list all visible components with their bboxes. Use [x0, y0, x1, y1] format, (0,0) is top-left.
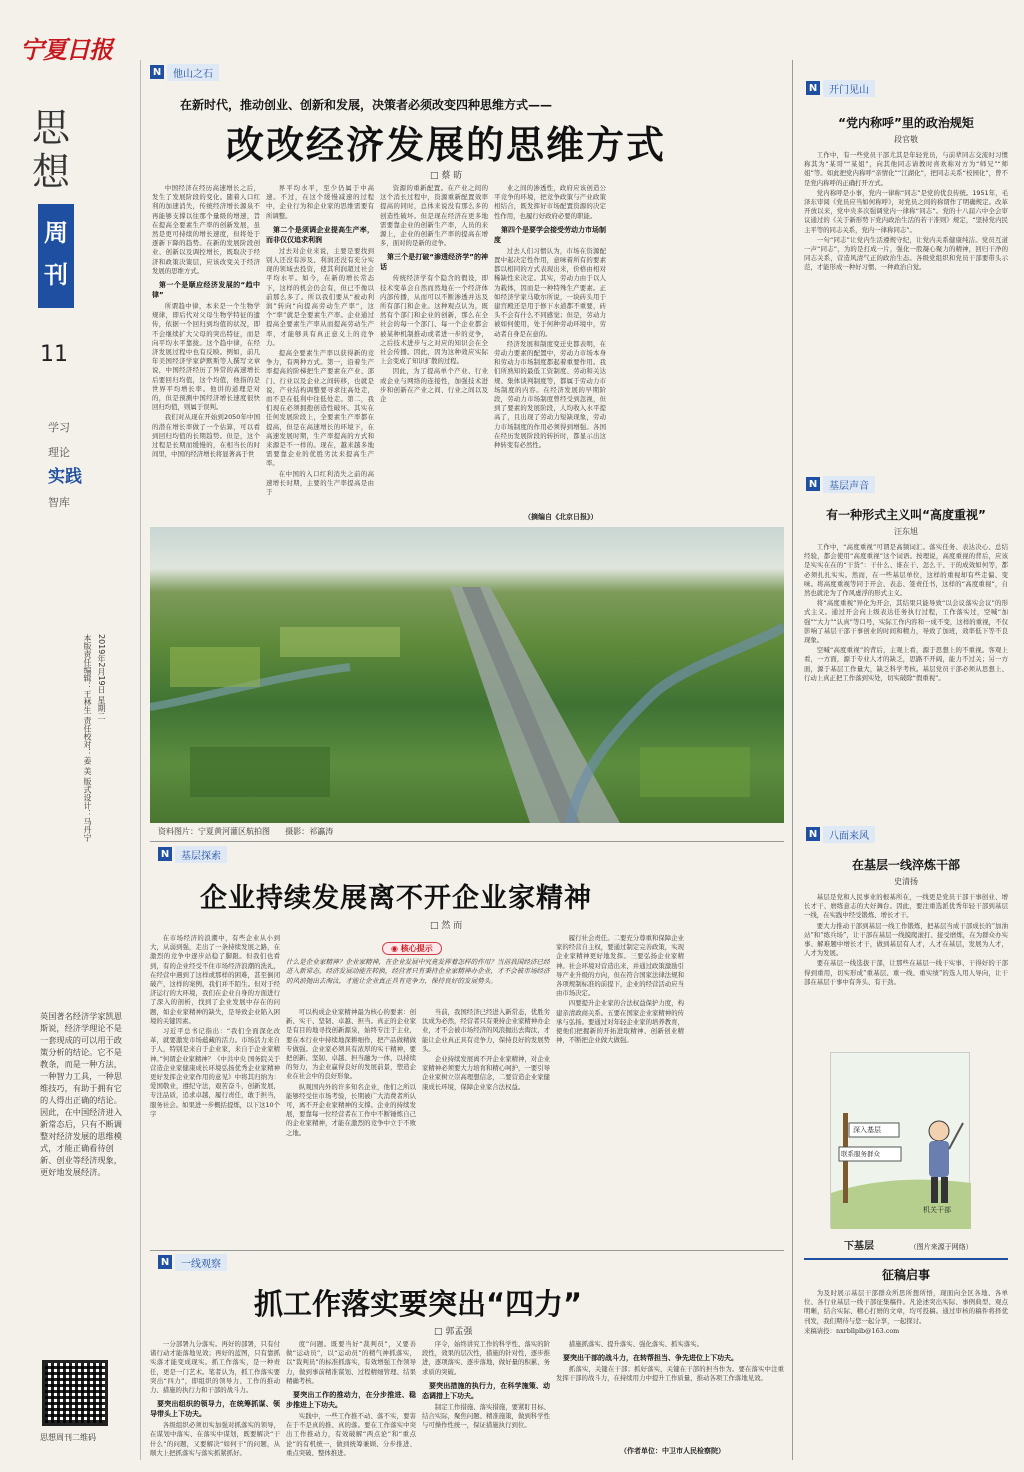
article1-col2-subhead: 第二个是须调企业提高生产率，而非仅仅追求利润 — [266, 225, 374, 244]
photo-photographer: 摄影：祁瀛涛 — [285, 827, 334, 836]
article1-col2-p4: 在中国的入口红利消失之前的高速增长时期，主要的生产率提高是由于 — [266, 469, 374, 497]
article3-col4 — [556, 1340, 784, 1446]
right-article2-p3: 空喊“高度重视”的背后，主观上看，源于思想上的不重视。客观上看，一方面，源于专业人才的缺乏，思路不开阔，能力不过关；另一方面，源于基层工作量大，缺乏科学考核。基层党员干部必须从思想上、行动上真正把工作落到实处，切实破除“假重视”。 — [804, 646, 1008, 682]
photo-caption-text: 资料图片：宁夏黄河灌区航拍图 — [158, 827, 270, 836]
tag-theory: 理论 — [48, 446, 70, 459]
cartoon-sign-1: 深入基层 — [853, 1126, 881, 1134]
right-article1 — [804, 114, 1008, 412]
article2-col4-p1: 履行社会责任。二要充分尊重和保障企业家的经营自主权，要通过制定完善政策，实现企业家精神更好地发挥。三要弘扬企业家精神。社会环境对营造出来，并通过政策激励引导产业升级的方向，但在符合国家法律法规和各项规制标准的前提下，企业的经营活动应当由市场决定。 — [556, 934, 684, 998]
photo-caption — [158, 826, 333, 837]
weekly-char-1: 周 — [44, 219, 68, 247]
article2-col4 — [556, 934, 684, 1246]
right-article2-title: 有一种形式主义叫“高度重视” — [826, 508, 986, 522]
n-logo-icon-5: N — [806, 477, 820, 491]
article3-col3-subhead: 要突出措施的执行力，在科学施策、动态调措上下功夫。 — [422, 1381, 550, 1400]
article2-col1-p1: 在市场经济的浪潮中，有些企业从小到大，从弱到强，走出了一条持续发展之路，在激烈的竞争中逐步站稳了脚跟。但我们也看到，有的企业经受不住市场经济浪潮的洗礼，在经营中遇到了这样或那样的困难，甚至倒闭破产，这样的案例，我们并不陌生。但对于经济运行的大环境，我们在企业自身的方面进行了深入的剖析，找到了企业发展中存在的问题，如企业家精神的缺失，是导致企业陷入困境的关键因素。 — [150, 934, 280, 1025]
cartoon-sign-2: 联系服务群众 — [841, 1150, 880, 1158]
key-points-label-wrap — [382, 942, 442, 955]
cartoon-illustration — [830, 1052, 970, 1228]
article3-col4-subhead: 要突出干部的战斗力，在转帮担当、争先进位上下功夫。 — [563, 1354, 738, 1363]
article1-col2-p2: 过去对企业来说，主要是要找到别人还没有涉及、利润还没有充分实现的领域去投资，使其利润超过社会平均水平。如今，在新的增长常态下，这样的机会仍会有，但已不像以前那么多了。所以我们要从“被动利润”转向“向提高劳动生产率”，这个“率”就是全要素生产率。企业通过提高全要素生产率从而提高劳动生产率，才能够具有真正意义上的竞争力。 — [266, 246, 374, 347]
article1-col2-p1: 界平均水平，至少仍属于中高速。不过，在这个缓慢减速的过程中，企业行为和企业家的思维需要有所调整。 — [266, 184, 374, 220]
article3-col1-p1: 一分部署九分落实。再好的部署，只有付诸行动才能落地见效；再好的蓝图，只有靠抓实落才能变成现实。抓工作落实，是一种责任，更是一门艺术。笔者认为，抓工作落实要突出“四力”，即组织的领导力、工作的推动力、措施的执行力和干部的战斗力。 — [150, 1340, 280, 1395]
article3-byline: □ 郭孟强 — [434, 1327, 473, 1337]
article3-col3 — [422, 1340, 550, 1458]
key-point-icon: ◉ — [391, 944, 401, 953]
article2-col2-p2: 纵观国内外的许多知名企业，他们之所以能够经受住市场考验，长期被广大消费者所认可，离不开企业家精神的支撑。企业的持续发展，要靠每一位经营者在工作中不断锤炼自己的企业家精神，才能在激烈的竞争中立于不败之地。 — [286, 1082, 416, 1137]
right-article1-title: “党内称呼”里的政治规矩 — [838, 116, 974, 130]
article3-col2-subhead: 要突出工作的推动力，在分步推进、稳步推进上下功夫。 — [286, 1391, 416, 1410]
article2-col2 — [286, 1008, 416, 1246]
article1-title: 改改经济发展的思维方式 — [226, 123, 667, 167]
article3-col1-subhead: 要突出组织的领导力，在统筹抓谋、领导带头上下功夫。 — [150, 1400, 280, 1419]
article1-col3-p2: 传统经济学有个隐含的假设，即技术变革会自然而然地在一个经济体内部传播，从而可以不断渗透并达及所有部门和企业。这种观点认为，既然有个部门和企业的创新，那么在全社会的每一个部门、每一个企业都会被某种机制推动或者进一步的竞争，之后技术进步与之对应的知识会在全社会传播。因此，因为这种效应实际上会变成了知识扩散的过程。 — [380, 274, 488, 366]
article2-section-tag — [158, 846, 227, 862]
weekly-char-2: 刊 — [44, 261, 68, 289]
qr-caption: 思想周刊二维码 — [40, 1433, 96, 1442]
right-article1-p3: 一句“同志”让党内生活遵规守纪，让党内关系健康纯洁。党员互道一声“同志”，为的是打成一片，强化一股凝心聚力的精神，回归干净的同志关系，营造风清气正的政治生态。各级党组织和党员干部要带头示范，才能形成一种好习惯、一种政治自觉。 — [804, 235, 1008, 272]
right-section3-label: 八面来风 — [823, 826, 875, 843]
article1-col4-p3: 经济发展和制度变迁史都表明，在劳动力要素的配置中，劳动力市场本身和劳动力市场制度都起着重要作用。我们所熟知的最低工资制度、劳动和关达规、集体谈判制度等，都属于劳动力市场制度的内容。在经济发展的早期阶段，劳动力市场制度曾经受到忽视，但到了要素的发展阶段，人均收入水平提高了，且出现了劳动力短缺现象，劳动力市场制度的作用必须得到增强。各国在经历发展阶段的转折时，都显示出这种转变有必然性。 — [494, 339, 606, 450]
article2-col3-p1: 当前，我国经济已经进入新常态，优胜劣汰成为必然，经营者只有秉持企业家精神办企业，才不会被市场经济的风浪抛出去淘汰，才能让企业真正具有竞争力，保持良好的发展势头。 — [422, 1008, 550, 1053]
right-col-divider — [792, 60, 793, 1460]
article1-section-tag — [150, 64, 219, 80]
article2-top-rule — [150, 841, 784, 842]
right-article1-author: 段官敬 — [894, 135, 918, 144]
article1-col3-p3: 因此，为了提高单个产业、行业或企业与网络的连接性，加强技术进步和创新在产业之间、行业之间以及企 — [380, 367, 488, 404]
key-points-text: 什么是企业家精神？企业家精神，在企业发展中究竟发挥着怎样的作用？当前我国经济已经进入新常态，经济发展动能在转换，经营者只有秉持企业家精神办企业，才不会被市场经济的风浪抛出去淘汰，才能让企业真正具有竞争力，保持良好的发展势头。 — [286, 958, 550, 985]
right-section1-label: 开门见山 — [823, 80, 875, 97]
right-section1-tag — [806, 80, 875, 96]
tag-thinktank: 智库 — [48, 496, 70, 509]
article1-kicker: 在新时代，推动创业、创新和发展，决策者必须改变四种思维方式—— — [180, 98, 553, 112]
article1-col1 — [152, 184, 260, 522]
article1-col4 — [494, 184, 606, 522]
article2-section-label: 基层探索 — [175, 846, 227, 863]
section-big-title — [32, 106, 70, 194]
article1-col2-p3: 提高全要素生产率以获得新的竞争力，有两种方式。第一，沿着生产率提高的阶梯把生产要素在产业、部门、行业以及企业之间转移，也就是说，产业结构调整要寻求往高处走，而不是在低利中往低处走。第二，我们现在必须拥抱创造性破坏。其实在任何发展阶段上，全要素生产率都在提高，但是在高速增长的环境下，在高速发展时期，生产率提高的方式和来源是不一样的。现在，越来越多地需要靠企业的优胜劣汰来提高生产率。 — [266, 349, 374, 468]
notice-text: 为及时展示基层干部群众所思所想所悟，现面向全区各地、各单位、各行业基层一线干部征集稿件。凡论述突出实际、事例典型、观点明晰，结合实际、精心打磨的文章，均可投稿。通过审核的稿件将择优刊发，我们期待与您一起分享，一起探讨。 — [804, 1289, 1008, 1325]
cartoon-title: 下基层 — [844, 1241, 874, 1252]
sidebar-divider — [140, 60, 141, 1460]
article3-col2-p1: 度”问题。既要当好“裁判员”，又要善做“运动员”，以“运动员”的精气神抓落实，以“裁判员”的标准抓落实，有效增强工作领导力，做到事前精准谋划、过程精细管理、结果精确考核。 — [286, 1340, 416, 1385]
n-logo-icon-6: N — [806, 827, 820, 841]
article1-col1-p2: 所谓趋中律，本来是一个生物学规律，即后代对父母生物学特征的遗传，依据一个回归到均值的状况，即不会继续扩大父母的突出特征，而是向平均水平靠拢。这个趋中律，在经济发展过程中也有反映。例如，前几年美国经济学家萨默斯等人撰写文章说，中国经济经历了异常的高速增长后要回归均值，这个均值，他指的是世界平均增长率。他讲的道理是对的，但是预测中国经济增长速度很快回归均值，则属于误判。 — [152, 302, 260, 412]
sidebar-tags — [48, 420, 82, 510]
article1-section-label: 他山之石 — [167, 64, 219, 81]
key-points-box — [286, 942, 550, 1002]
article3-title: 抓工作落实要突出“四力” — [254, 1287, 583, 1321]
article1-source: （摘编自《北京日报》） — [524, 513, 598, 521]
right-article1-p1: 工作中，有一些党员干部尤其是年轻党员，与前辈同志交流时习惯称其为“某哥”“某姐”，向其他同志请教时喜欢称对方为“师兄”“师姐”等。如此把党内称呼“亲情化”“江湖化”，把同志关系“校园化”，曾不是党内称呼的正确打开方式。 — [804, 151, 1008, 187]
qr-code[interactable] — [42, 1360, 108, 1426]
right-article2 — [804, 506, 1008, 806]
article3-section-tag — [158, 1254, 227, 1270]
right-article2-p2: 将“高度重视”异化为开会，其结果只能导致“以会议落实会议”的形式主义。通过开会向上级表达任务执行过程，工作落实过，空喊“加强”“大力”“认真”等口号，实际工作内容和一成不变，这样的重视，不仅影响了基层干部干事创业的时间和精力，导致了加班，效率低下等不良现象。 — [804, 599, 1008, 645]
sidebar-intro: 英国著名经济学家凯恩斯说，经济学理论不是一套现成的可以用于政策分析的结论。它不是教条，而是一种方法，一种智力工具，一种思维技巧，有助于拥有它的人得出正确的结论。因此，在中国经济进入新常态后，只有不断调整对经济发展的思维模式，才能正确看待创新、创业等经济现象，更好地发展经济。 — [40, 1011, 122, 1177]
n-logo-icon-2: N — [158, 847, 172, 861]
sidebar — [18, 74, 128, 1464]
article2-col4-p2: 四要提升企业家的合法权益保护力度，构建亲清政商关系。五要在国家企业家精神的传承与弘扬。要通过对年轻企业家的培养教育，使他们把握新的开拓进取精神、创新创业精神，不断把企业做大做强。 — [556, 999, 684, 1045]
article1-col3 — [380, 184, 488, 522]
cartoon-figure-label: 机关干部 — [923, 1206, 951, 1214]
article1-col4-subhead: 第四个是要学会接受劳动力市场制度 — [494, 225, 606, 244]
article1-col3-p1: 资源的重新配置。在产业之间的这个消长过程中，资源重新配置效率提高的同时，总体来说没有那么多的创造性破坏。但是现在经济在更多地需要靠企业的创新生产率，人员的来源上，企业的创新生产率的提高在增多，面对的是新的竞争。 — [380, 184, 488, 248]
article3-col4-p1: 措施抓落实、提升落实、强化落实、抓实落实。 — [568, 1340, 703, 1348]
cartoon-credit: （图片来源于网络） — [909, 1243, 973, 1251]
section-big-char-1: 思 — [32, 106, 71, 150]
right-article2-author: 汪东旭 — [894, 527, 918, 536]
right-article3-title: 在基层一线淬炼干部 — [851, 858, 960, 872]
article3-col3-p1: 序令，始终讲究工作的科学性、落实的阶段性，效果的层次性，措施的针对性，逐步推进，逐项落实、逐步落地，做好量的积累、务求质的突破。 — [422, 1340, 550, 1376]
article1-col4-p1: 业之间的渗透性，政府应该创造公平竞争的环境，把竞争政策与产业政策相结合，既发挥好市场配置资源的决定性作用，也履行好政府必要的职能。 — [494, 184, 606, 220]
right-col — [800, 80, 1010, 1460]
n-logo-icon-3: N — [158, 1255, 172, 1269]
article3-section-label: 一线观察 — [175, 1254, 227, 1271]
weekly-badge — [38, 204, 74, 308]
date-line: 2019年2月19日 星期二 — [97, 634, 106, 721]
article3-top-rule — [150, 1250, 784, 1251]
cartoon-caption — [844, 1234, 973, 1253]
right-section2-label: 基层声音 — [823, 476, 875, 493]
article1-col3-subhead: 第三个是打破“渗透经济学”的神话 — [380, 253, 488, 272]
article1-col4-p2: 过去人们习惯认为，市场在资源配置中起决定性作用，意味着所有的要素都以相同的方式表现出来，价格由相对稀缺性来决定。其实，劳动力由于以人为载体，因而是一种特殊生产要素。正如经济学家马歇尔所说，一块砖头用于建宫殿还是用于修下水道都不重要，砖头不会有什么不同感觉；但是，劳动力被如何使用，处于何种劳动环境中，劳动者自身是在意的。 — [494, 246, 606, 338]
cartoon-art — [831, 1053, 971, 1229]
n-logo-icon: N — [150, 65, 164, 79]
page-number: 11 — [40, 342, 68, 367]
article3-col2-p2: 实践中，一些工作推不动、落不实，要害在于不是真的推、真的落。要在工作落实中突出工作推动力，有效破解“两点论”和“重点论”的有机统一，做到统筹兼顾、分步推进、重点突破、整体推进。 — [286, 1412, 416, 1457]
masthead-logo-text: 宁夏日报 — [20, 35, 112, 64]
article1-col2 — [266, 184, 374, 522]
section-big-char-2: 想 — [32, 150, 71, 194]
right-section2-tag — [806, 476, 875, 492]
article2-byline: □ 然 而 — [430, 921, 463, 931]
aerial-photo — [150, 527, 784, 823]
call-for-papers — [804, 1258, 1008, 1448]
article3-col4-p2: 抓落实，关键在干部；抓好落实，关键在干部的担当作为。要在落实中注重发挥干部的战斗力，在持续用力中提升工作质量，推动各项工作落地见效。 — [556, 1365, 784, 1383]
key-points-label: 核心提示 — [400, 944, 433, 953]
article3-col1 — [150, 1340, 280, 1458]
article3-col1-p2: 各级组织必须切实加强对抓落实的领导，在谋划中落实、在落实中谋划，既要解决“干什么”的问题，又要解决“如何干”的问题，从顺大上把抓落实与落实抓紧抓好。 — [150, 1421, 280, 1457]
right-article3-author: 史清扬 — [894, 877, 918, 886]
article1-byline: □ 蔡 昉 — [430, 171, 463, 181]
article1-col1-p3: 我们对从现在开始到2050年中国的潜在增长率做了一个估算，可以看到回归均值的长期趋势。但是，这个过程是长期而缓慢的，在相当长的时间里，中国的经济增长将显著高于世 — [152, 413, 260, 459]
right-article1-p2: 党内称呼是小事，党内一律称“同志”是党的优良传统。1951年，毛泽东审阅《党员应当如何称呼》，对党员之间的称谓作了明确规定。改革开放以来，党中央多次强调党内一律称“同志”。党的十八届六中全会审议通过的《关于新形势下党内政治生活的若干准则》规定，“坚持党内民主平等的同志关系，党内一律称同志”。 — [804, 188, 1008, 234]
notice-title: 征稿启事 — [881, 1268, 930, 1282]
article2-col1-p2: 习近平总书记指出：“我们全面深化改革，就要激发市场蕴藏的活力。市场活力来自于人，特别是来自于企业家，来自于企业家精神。”何谓企业家精神？《中共中央 国务院关于营造企业家健康成长环境弘扬优秀企业家精神更好发挥企业家作用的意见》中将其归纳为：爱国敬业，遵纪守法，艰苦奋斗，创新发展，专注品质，追求卓越，履行责任，敢于担当，服务社会。如果进一步概括提炼，以下这10个字 — [150, 1027, 280, 1118]
article2-col1 — [150, 934, 280, 1246]
masthead-logo — [20, 30, 128, 66]
tag-study: 学习 — [48, 421, 70, 434]
right-article2-p1: 工作中，“高度重视”可谓是高频词汇。落实任务、表达决心、总结经验，都会使用“高度重视”这个词语。按理说，高度重视的背后，应该是实实在在的“干货”：干什么、谁在干、怎么干、干的成效如何等，都必须扎扎实实。然而，在一些基层单位，这样的重视却有些走偏、变味。将高度重视等同于开会、表态、签责任书，这样的“高度重视”，自然也就沦为了作风虚浮的形式主义。 — [804, 543, 1008, 598]
editor-line: 本版责任编辑：王林生 责任校对：姜 美 版式设计：马丹宁 — [83, 634, 92, 842]
article3-col3-p2: 制定工作措施、落实措施，要紧盯目标、结合实际，聚焦问题、精准施策，做到科学性与可操作性统一，保证措施执行到位。 — [422, 1402, 550, 1430]
article2-col2-p1: 可以构成企业家精神最为核心的要素：创新、实干、坚韧、卓越、担当。真正的企业家是有目的地寻找创新源泉，始终专注于主业，要在本行业中持续地深耕细作，把产品做精做专做强。企业家必须具有浓厚的实干精神，要把创新、坚韧、卓越、担当融为一体，以持续的努力，为企业赢得良好的发展前景，塑造企业在社会中的良好形象。 — [286, 1008, 416, 1081]
right-article3-p2: 要大力推动干部到基层一线工作锻炼，把基层当成干部成长的“加油站”和“练兵场”，让干部在基层一线摸爬滚打、接受磨炼，在为群众办实事、解难题中增长才干，做到基层有人才，人才在基层，发展为人才，人才为发展。 — [804, 921, 1008, 958]
right-article3-p1: 基层是党和人民事业的根基所在，一线更是党员干部干事创业、增长才干、磨练意志的大好舞台。因此，要注重选派优秀年轻干部到基层一线，在实践中经受锻炼、增长才干。 — [804, 893, 1008, 920]
n-logo-icon-4: N — [806, 81, 820, 95]
article2-col3 — [422, 1008, 550, 1246]
tag-practice: 实践 — [48, 467, 82, 487]
article2-col3-p2: 企业持续发展离不开企业家精神，对企业家精神必须要大力培育和精心呵护，一要引导企业家树立崇高理想信念，二要营造企业家健康成长环境，保障企业家合法权益。 — [422, 1055, 550, 1091]
article3-col2 — [286, 1340, 416, 1458]
aerial-photo-art — [150, 527, 784, 823]
notice-email[interactable]: 来稿请投：nxrbllplb@163.com — [804, 1326, 900, 1335]
right-section3-tag — [806, 826, 875, 842]
article1-col1-p1: 中国经济在经历高速增长之后，发生了发展阶段的变化。随着人口红利的加速消失，传统经济增长源泉不再能够支撑以往那个量级的增速，旨在提高全要素生产率的创新发展，虽然是更可持续的增长速度，但将处于逐新下降的趋势。在新的发展阶段创业、创新以及调控增长，既取决于经济和政策决策层，应该改变关于经济发展的思维方式。 — [152, 184, 260, 275]
right-article3 — [804, 856, 1008, 1046]
article2-title: 企业持续发展离不开企业家精神 — [200, 883, 592, 914]
right-article3-p3: 要在基层一线选拔干部，让那些在基层一线干实事、干得好的干部得到重用，切实形成“重基层、重一线、重实绩”的选人用人导向，让干部在基层干事中有奔头、有干劲。 — [804, 959, 1008, 986]
article1-col1-subhead: 第一个是顺应经济发展的“趋中律” — [152, 281, 260, 300]
article3-source: （作者单位：中卫市人民检察院） — [620, 1447, 725, 1455]
